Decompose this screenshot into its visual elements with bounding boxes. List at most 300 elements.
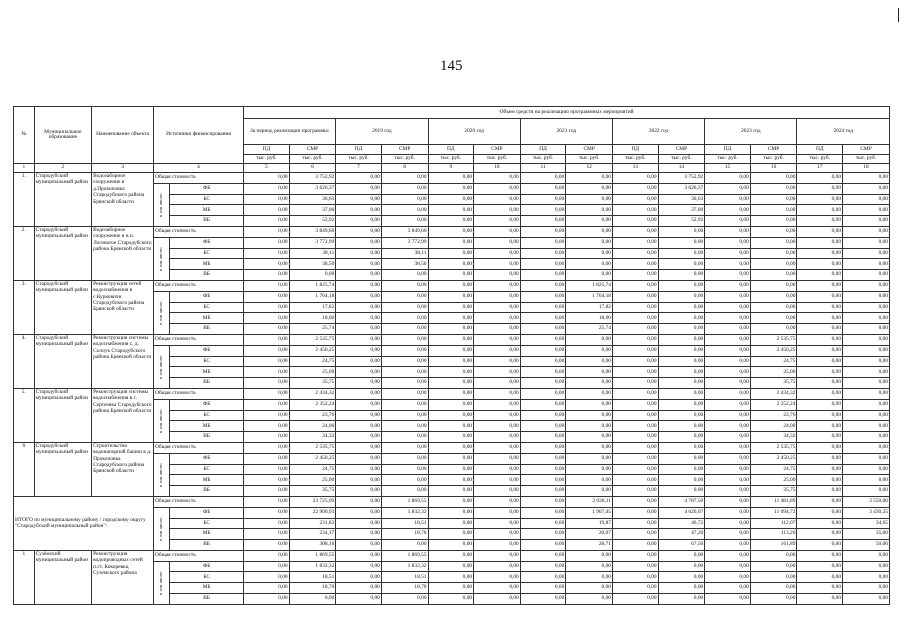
value-cell: 1 967,45 <box>566 507 613 518</box>
value-cell: 0,00 <box>658 270 705 281</box>
value-cell: 0,00 <box>520 410 566 421</box>
source-code: БС <box>170 518 244 529</box>
value-cell: 0,00 <box>797 550 843 561</box>
value-cell: 0,00 <box>705 399 751 410</box>
value-cell: 0,00 <box>474 464 521 475</box>
in-that-label: в том числе: <box>158 408 164 433</box>
value-cell: 0,00 <box>843 313 890 324</box>
value-cell: 0,00 <box>520 518 566 529</box>
value-cell: 0,00 <box>612 248 658 259</box>
value-cell: 0,00 <box>797 378 843 389</box>
value-cell: 0,00 <box>705 270 751 281</box>
value-cell: 0,00 <box>612 173 658 184</box>
value-cell: 0,00 <box>474 496 521 507</box>
value-cell: 0,00 <box>381 183 428 194</box>
source-code: ФБ <box>170 399 244 410</box>
value-cell: 0,00 <box>705 561 751 572</box>
value-cell: 18,00 <box>566 313 613 324</box>
value-cell: 0,00 <box>705 496 751 507</box>
col-group-header: Объем средств на реализацию программных мероприятий <box>244 107 890 119</box>
value-cell: 0,00 <box>428 313 474 324</box>
value-cell: 0,00 <box>336 583 382 594</box>
value-cell: 0,00 <box>428 291 474 302</box>
column-number-row <box>14 164 890 173</box>
total-label: Общая стоимость <box>153 226 243 237</box>
value-cell: 0,00 <box>428 442 474 453</box>
value-cell: 0,00 <box>658 324 705 335</box>
row-number: 6 <box>14 442 35 496</box>
value-cell: 0,00 <box>566 410 613 421</box>
value-cell: 0,00 <box>520 334 566 345</box>
table-row <box>14 442 890 453</box>
value-cell: 0,00 <box>336 442 382 453</box>
value-cell: 0,00 <box>612 291 658 302</box>
value-cell: 23,76 <box>289 410 336 421</box>
value-cell: 0,00 <box>428 302 474 313</box>
value-cell: 0,00 <box>336 421 382 432</box>
value-cell: 0,00 <box>843 464 890 475</box>
sub-header-cell: СМР <box>381 145 428 155</box>
value-cell: 0,00 <box>244 388 290 399</box>
value-cell: 0,00 <box>612 367 658 378</box>
value-cell: 0,00 <box>428 226 474 237</box>
total-label: Общая стоимость <box>153 334 243 345</box>
source-code: МБ <box>170 313 244 324</box>
value-cell: 0,00 <box>428 216 474 227</box>
value-cell: 11 481,89 <box>750 496 797 507</box>
value-cell: 0,00 <box>612 237 658 248</box>
value-cell: 0,00 <box>750 583 797 594</box>
value-cell: 0,00 <box>474 324 521 335</box>
value-cell: 0,00 <box>244 173 290 184</box>
value-cell: 0,00 <box>244 421 290 432</box>
sub-header-cell: СМР <box>750 145 797 155</box>
value-cell: 1 764,18 <box>289 291 336 302</box>
value-cell: 0,00 <box>336 205 382 216</box>
value-cell: 0,00 <box>797 356 843 367</box>
value-cell: 0,00 <box>428 529 474 540</box>
period-header: 2021 год <box>520 119 612 145</box>
value-cell: 0,00 <box>750 237 797 248</box>
value-cell: 0,00 <box>336 194 382 205</box>
period-header: 2019 год <box>336 119 428 145</box>
object-name: Реконструкция системы водоснабжения с. д. Солчук Стародубского района Брянской области <box>92 334 154 388</box>
value-cell: 0,00 <box>244 216 290 227</box>
value-cell: 0,00 <box>566 421 613 432</box>
unit-cell: тыс. руб. <box>520 154 566 164</box>
value-cell: 0,00 <box>474 453 521 464</box>
value-cell: 0,00 <box>658 399 705 410</box>
sub-header-cell: ПД <box>244 145 290 155</box>
value-cell: 0,00 <box>566 442 613 453</box>
value-cell: 0,00 <box>244 475 290 486</box>
value-cell: 0,00 <box>843 453 890 464</box>
value-cell: 34,65 <box>843 518 890 529</box>
value-cell: 19,87 <box>566 518 613 529</box>
table-row <box>14 173 890 184</box>
value-cell: 0,00 <box>658 486 705 497</box>
value-cell: 0,00 <box>750 594 797 605</box>
value-cell: 0,00 <box>612 205 658 216</box>
value-cell: 0,00 <box>705 453 751 464</box>
value-cell: 0,00 <box>381 334 428 345</box>
source-code: БС <box>170 464 244 475</box>
value-cell: 18,51 <box>381 572 428 583</box>
value-cell: 0,00 <box>520 388 566 399</box>
value-cell: 0,00 <box>843 205 890 216</box>
source-code: ВБ <box>170 540 244 551</box>
value-cell: 38,11 <box>381 248 428 259</box>
value-cell: 0,00 <box>336 518 382 529</box>
value-cell: 0,00 <box>474 378 521 389</box>
value-cell: 0,00 <box>566 237 613 248</box>
value-cell: 0,00 <box>474 173 521 184</box>
col-object-header: Наименование объекта <box>92 107 154 164</box>
value-cell: 0,00 <box>797 572 843 583</box>
value-cell: 0,00 <box>520 302 566 313</box>
value-cell: 0,00 <box>750 226 797 237</box>
value-cell: 0,00 <box>705 216 751 227</box>
value-cell: 0,00 <box>474 583 521 594</box>
source-code: ВБ <box>170 324 244 335</box>
value-cell: 2 535,75 <box>289 442 336 453</box>
value-cell: 0,00 <box>705 183 751 194</box>
value-cell: 0,00 <box>428 464 474 475</box>
value-cell: 0,00 <box>474 399 521 410</box>
value-cell: 0,00 <box>797 367 843 378</box>
value-cell: 0,00 <box>520 442 566 453</box>
value-cell: 0,00 <box>520 561 566 572</box>
value-cell: 0,00 <box>566 367 613 378</box>
col-no-header: № <box>14 107 35 164</box>
value-cell: 0,00 <box>474 421 521 432</box>
value-cell: 0,00 <box>612 486 658 497</box>
value-cell: 0,00 <box>336 356 382 367</box>
source-code: ФБ <box>170 237 244 248</box>
source-code: ФБ <box>170 453 244 464</box>
sub-header-cell: СМР <box>843 145 890 155</box>
value-cell: 0,00 <box>428 399 474 410</box>
table-row <box>14 226 890 237</box>
col-source-header: Источники финансирования <box>153 107 243 164</box>
value-cell: 0,00 <box>428 518 474 529</box>
value-cell: 0,00 <box>244 183 290 194</box>
value-cell: 0,00 <box>658 561 705 572</box>
value-cell: 0,00 <box>520 270 566 281</box>
source-code: БС <box>170 572 244 583</box>
value-cell: 0,00 <box>336 475 382 486</box>
total-label: Общая стоимость <box>153 173 243 184</box>
value-cell: 0,00 <box>520 216 566 227</box>
value-cell: 0,00 <box>381 291 428 302</box>
in-that-label: в том числе: <box>158 192 164 217</box>
value-cell: 0,00 <box>566 270 613 281</box>
sub-header-cell: СМР <box>566 145 613 155</box>
column-number-cell: 3 <box>92 164 154 173</box>
value-cell: 0,00 <box>797 583 843 594</box>
totals-label: ИТОГО по муниципальному району / городскому округу "Стародубский муниципальный район": <box>14 496 154 550</box>
value-cell: 0,00 <box>520 356 566 367</box>
value-cell: 0,00 <box>612 313 658 324</box>
value-cell: 0,00 <box>474 540 521 551</box>
value-cell: 0,00 <box>336 291 382 302</box>
value-cell: 2 352,24 <box>289 399 336 410</box>
value-cell: 0,00 <box>520 453 566 464</box>
value-cell: 0,00 <box>244 561 290 572</box>
value-cell: 0,00 <box>381 410 428 421</box>
value-cell: 0,00 <box>612 496 658 507</box>
value-cell: 0,00 <box>336 410 382 421</box>
value-cell: 0,00 <box>797 291 843 302</box>
value-cell: 35,75 <box>289 378 336 389</box>
value-cell: 0,00 <box>520 421 566 432</box>
value-cell: 0,00 <box>428 410 474 421</box>
value-cell: 0,00 <box>474 237 521 248</box>
value-cell: 0,00 <box>474 432 521 443</box>
value-cell: 0,00 <box>520 583 566 594</box>
value-cell: 0,00 <box>658 280 705 291</box>
value-cell: 0,00 <box>658 583 705 594</box>
value-cell: 0,00 <box>428 270 474 281</box>
column-number-cell: 13 <box>612 164 658 173</box>
value-cell: 0,00 <box>843 194 890 205</box>
value-cell: 0,00 <box>705 334 751 345</box>
value-cell: 0,00 <box>797 410 843 421</box>
value-cell: 0,00 <box>843 550 890 561</box>
value-cell: 0,00 <box>474 313 521 324</box>
value-cell: 0,00 <box>797 561 843 572</box>
value-cell: 3 752,92 <box>289 173 336 184</box>
value-cell: 0,00 <box>612 507 658 518</box>
value-cell: 0,00 <box>244 356 290 367</box>
sub-header-cell: ПД <box>428 145 474 155</box>
value-cell: 0,00 <box>612 540 658 551</box>
value-cell: 0,00 <box>381 356 428 367</box>
value-cell: 0,00 <box>336 486 382 497</box>
value-cell: 0,00 <box>428 345 474 356</box>
value-cell: 0,00 <box>797 518 843 529</box>
value-cell: 0,00 <box>612 302 658 313</box>
value-cell: 0,00 <box>428 367 474 378</box>
table-row <box>14 550 890 561</box>
column-number-cell: 8 <box>381 164 428 173</box>
value-cell: 0,00 <box>336 399 382 410</box>
value-cell: 0,00 <box>705 324 751 335</box>
source-code: БС <box>170 356 244 367</box>
value-cell: 23 725,09 <box>289 496 336 507</box>
value-cell: 0,00 <box>843 248 890 259</box>
value-cell: 0,00 <box>843 324 890 335</box>
value-cell: 0,00 <box>797 205 843 216</box>
source-code: ФБ <box>170 291 244 302</box>
value-cell: 0,00 <box>705 345 751 356</box>
sub-header-cell: СМР <box>658 145 705 155</box>
value-cell: 0,00 <box>289 594 336 605</box>
value-cell: 3 849,60 <box>289 226 336 237</box>
value-cell: 0,00 <box>244 453 290 464</box>
value-cell: 18,70 <box>381 529 428 540</box>
value-cell: 4 787,50 <box>658 496 705 507</box>
value-cell: 0,00 <box>428 356 474 367</box>
page-edge-mark <box>898 8 899 22</box>
value-cell: 0,00 <box>428 378 474 389</box>
value-cell: 25,00 <box>750 475 797 486</box>
value-cell: 0,00 <box>797 399 843 410</box>
value-cell: 0,00 <box>520 399 566 410</box>
page-number: 145 <box>440 58 463 74</box>
value-cell: 0,00 <box>843 367 890 378</box>
value-cell: 0,00 <box>658 550 705 561</box>
value-cell: 0,00 <box>474 259 521 270</box>
sub-header-cell: ПД <box>612 145 658 155</box>
value-cell: 0,00 <box>612 453 658 464</box>
value-cell: 308,16 <box>289 540 336 551</box>
in-that-label-cell <box>153 183 169 226</box>
column-number-cell: 4 <box>153 164 243 173</box>
value-cell: 0,00 <box>336 540 382 551</box>
value-cell: 0,00 <box>797 496 843 507</box>
value-cell: 0,00 <box>244 205 290 216</box>
value-cell: 0,00 <box>658 388 705 399</box>
value-cell: 38,11 <box>289 248 336 259</box>
value-cell: 0,00 <box>797 216 843 227</box>
column-number-cell: 7 <box>336 164 382 173</box>
column-number-cell: 17 <box>797 164 843 173</box>
value-cell: 24,75 <box>750 464 797 475</box>
value-cell: 0,00 <box>381 367 428 378</box>
column-number-cell: 11 <box>520 164 566 173</box>
value-cell: 0,00 <box>797 270 843 281</box>
value-cell: 0,00 <box>843 388 890 399</box>
value-cell: 0,00 <box>658 475 705 486</box>
value-cell: 0,00 <box>566 399 613 410</box>
value-cell: 0,00 <box>244 226 290 237</box>
value-cell: 3 752,92 <box>658 173 705 184</box>
in-that-label: в том числе: <box>158 570 164 595</box>
value-cell: 1 825,74 <box>289 280 336 291</box>
total-label: Общая стоимость <box>153 280 243 291</box>
value-cell: 24,75 <box>289 464 336 475</box>
value-cell: 0,00 <box>336 226 382 237</box>
value-cell: 2 434,32 <box>289 388 336 399</box>
value-cell: 0,00 <box>797 475 843 486</box>
value-cell: 0,00 <box>474 216 521 227</box>
value-cell: 0,00 <box>658 345 705 356</box>
value-cell: 0,00 <box>244 410 290 421</box>
value-cell: 0,00 <box>705 313 751 324</box>
value-cell: 0,00 <box>612 388 658 399</box>
value-cell: 0,00 <box>658 259 705 270</box>
value-cell: 0,00 <box>797 194 843 205</box>
value-cell: 0,00 <box>336 561 382 572</box>
value-cell: 0,00 <box>843 561 890 572</box>
value-cell: 0,00 <box>612 226 658 237</box>
value-cell: 0,00 <box>336 183 382 194</box>
value-cell: 0,00 <box>843 421 890 432</box>
value-cell: 17,82 <box>289 302 336 313</box>
value-cell: 0,00 <box>705 421 751 432</box>
value-cell: 0,00 <box>797 442 843 453</box>
value-cell: 0,00 <box>612 594 658 605</box>
value-cell: 0,00 <box>520 594 566 605</box>
source-code: МБ <box>170 205 244 216</box>
value-cell: 0,00 <box>520 280 566 291</box>
value-cell: 0,00 <box>612 572 658 583</box>
value-cell: 18,00 <box>289 313 336 324</box>
value-cell: 0,00 <box>428 561 474 572</box>
value-cell: 24,75 <box>289 356 336 367</box>
value-cell: 0,00 <box>381 280 428 291</box>
value-cell: 0,00 <box>336 594 382 605</box>
value-cell: 0,00 <box>843 302 890 313</box>
value-cell: 2 036,11 <box>566 496 613 507</box>
value-cell: 0,00 <box>428 173 474 184</box>
in-that-label-cell <box>153 399 169 442</box>
municipal-name: Стародубский муниципальный район <box>34 388 92 442</box>
column-number-cell: 10 <box>474 164 521 173</box>
value-cell: 0,00 <box>244 594 290 605</box>
sub-header-cell: ПД <box>797 145 843 155</box>
value-cell: 113,20 <box>750 529 797 540</box>
value-cell: 0,00 <box>474 334 521 345</box>
value-cell: 0,00 <box>705 475 751 486</box>
value-cell: 0,00 <box>566 572 613 583</box>
municipal-name: Стародубский муниципальный район <box>34 334 92 388</box>
value-cell: 0,00 <box>381 432 428 443</box>
value-cell: 0,00 <box>520 313 566 324</box>
value-cell: 0,00 <box>612 378 658 389</box>
in-that-label-cell <box>153 237 169 280</box>
value-cell: 0,00 <box>244 270 290 281</box>
value-cell: 0,00 <box>520 259 566 270</box>
value-cell: 0,00 <box>843 356 890 367</box>
row-number: 1 <box>14 550 35 604</box>
value-cell: 0,00 <box>520 496 566 507</box>
value-cell: 0,00 <box>381 313 428 324</box>
value-cell: 0,00 <box>381 399 428 410</box>
column-number-cell: 1 <box>14 164 35 173</box>
value-cell: 0,00 <box>520 572 566 583</box>
value-cell: 2 434,32 <box>750 388 797 399</box>
table-row <box>14 334 890 345</box>
value-cell: 0,00 <box>428 594 474 605</box>
period-header: За период реализации программы: <box>244 119 336 145</box>
table-body <box>14 173 890 605</box>
value-cell: 0,00 <box>428 550 474 561</box>
value-cell: 0,00 <box>797 486 843 497</box>
value-cell: 0,00 <box>474 367 521 378</box>
value-cell: 0,00 <box>843 226 890 237</box>
value-cell: 0,00 <box>336 334 382 345</box>
value-cell: 0,00 <box>750 205 797 216</box>
value-cell: 161,89 <box>750 540 797 551</box>
value-cell: 0,00 <box>658 410 705 421</box>
value-cell: 3 849,60 <box>381 226 428 237</box>
value-cell: 0,00 <box>428 237 474 248</box>
source-code: БС <box>170 302 244 313</box>
value-cell: 38,50 <box>289 259 336 270</box>
unit-cell: тыс. руб. <box>336 154 382 164</box>
value-cell: 3 772,99 <box>289 237 336 248</box>
total-label: Общая стоимость <box>153 496 243 507</box>
value-cell: 0,00 <box>612 259 658 270</box>
value-cell: 0,00 <box>843 442 890 453</box>
value-cell: 0,00 <box>797 529 843 540</box>
column-number-cell: 14 <box>658 164 705 173</box>
value-cell: 0,00 <box>797 280 843 291</box>
value-cell: 0,00 <box>381 475 428 486</box>
value-cell: 0,00 <box>658 356 705 367</box>
